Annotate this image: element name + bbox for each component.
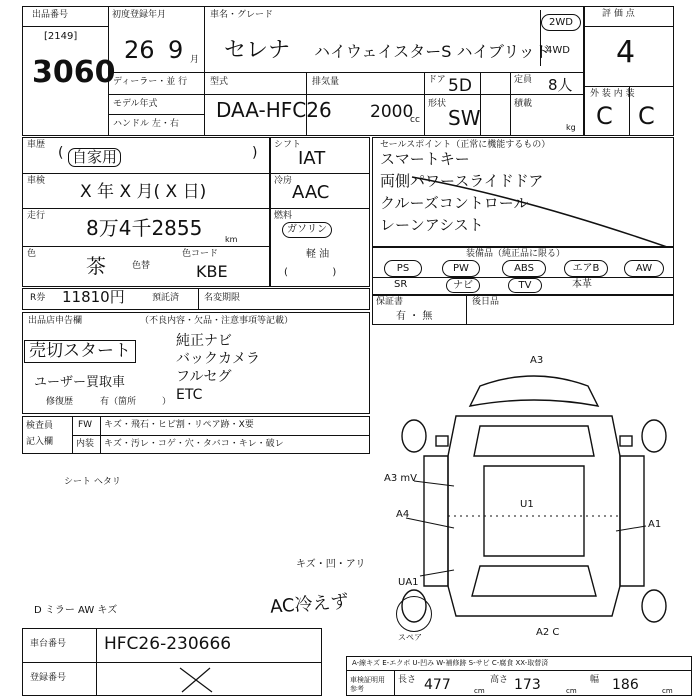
length-label: 長さ (398, 675, 417, 685)
option-item: フルセグ (176, 369, 232, 385)
repair-label: 修復歴 (46, 397, 74, 407)
mileage-value: 8万4千2855 (86, 216, 203, 240)
ext-int-label: 外 装 内 装 (590, 89, 635, 99)
mark-a3-top: A3 (530, 355, 544, 366)
history-value: 自家用 (68, 148, 121, 167)
height-label: 高さ (490, 675, 509, 685)
load-label: 積載 (514, 99, 533, 109)
inspector-note-3: D ミラー AW キズ (34, 605, 118, 616)
color-change-label: 色替 (132, 261, 151, 271)
drive-4wd: 4WD (546, 45, 570, 56)
equip-navi: ナビ (446, 278, 480, 293)
color-value: 茶 (86, 254, 106, 278)
length-value: 477 (424, 677, 451, 693)
shift-label: シフト (274, 140, 302, 150)
inspection-value: X 年 X 月( X 日) (80, 182, 207, 202)
repair-close: ） (162, 397, 172, 407)
mark-ua1: UA1 (398, 577, 419, 588)
inspector-note-4: AC冷えず (269, 591, 350, 618)
capacity-value: 8人 (548, 76, 573, 94)
inspector-label-1: 検査員 (26, 421, 54, 431)
door-label: ドア (428, 75, 446, 85)
reg-cross-stroke (176, 664, 216, 696)
width-value: 186 (612, 677, 639, 693)
aircon-value: AAC (292, 182, 330, 203)
recycle-value: 11810円 (62, 288, 125, 306)
type-value: DAA-HFC26 (216, 98, 332, 122)
equip-abs: ABS (502, 260, 546, 277)
ext-score: C (596, 102, 613, 130)
spare-label: スペア (398, 633, 422, 642)
color-label: 色 (27, 249, 37, 259)
mark-a1: A1 (648, 519, 662, 530)
door-value: 5D (448, 76, 472, 96)
equip-tv: TV (508, 278, 542, 293)
equip-sr: SR (394, 279, 408, 290)
reg-label: 登録番号 (30, 673, 67, 683)
width-label: 幅 (590, 675, 600, 685)
aircon-label: 冷房 (274, 176, 293, 186)
equip-aw: AW (624, 260, 664, 277)
fw-text: キズ・飛石・ヒビ割・リペア跡・X要 (104, 420, 254, 430)
mark-a4: A4 (396, 509, 410, 520)
legend-text: A-線キズ E-エクボ U-凹み W-補修跡 S-サビ C-腐食 XX-取替済 (352, 659, 549, 667)
chassis-label: 車台番号 (30, 639, 67, 649)
inspector-note-1: シート ヘタリ (64, 477, 121, 487)
fuel-gasoline: ガソリン (282, 222, 332, 238)
equip-airbag: エアB (564, 260, 608, 277)
option-item: 純正ナビ (176, 333, 232, 349)
capacity-label: 定員 (514, 75, 533, 85)
inspector-label-2: 記入欄 (26, 437, 54, 447)
car-name-label: 車名・グレード (210, 10, 274, 20)
car-diagram (384, 356, 690, 646)
fuel-diesel: 軽 油 (306, 249, 330, 260)
type-label: 型式 (210, 77, 229, 87)
remarks-option-list (176, 334, 260, 406)
equip-pw: PW (442, 260, 480, 277)
kg-unit: kg (566, 123, 576, 132)
history-paren-r: ) (252, 145, 258, 161)
option-item: ETC (176, 387, 203, 403)
shape-value: SW (448, 106, 481, 130)
handle-label: ハンドル 左・右 (113, 119, 179, 129)
sales-label: セールスポイント（正常に機能するもの） (380, 140, 551, 150)
car-name: セレナ (224, 38, 291, 63)
history-paren-l: ( (58, 145, 64, 161)
deposit-label: 預託済 (152, 293, 180, 303)
fw-label: FW (78, 420, 93, 430)
shape-label: 形状 (428, 99, 447, 109)
equipment-label: 装備品（純正品に限る） (466, 249, 566, 259)
km-unit: km (225, 235, 238, 244)
int-label: 内装 (76, 439, 95, 449)
displacement-label: 排気量 (312, 77, 340, 87)
displacement-value: 2000 (370, 102, 414, 122)
grade: ハイウェイスターS ハイブリッド (314, 42, 551, 61)
mark-a3mv: A3 mV (384, 473, 417, 484)
shift-value: IAT (298, 148, 326, 169)
first-reg-year: 26 (124, 36, 155, 64)
lot-number: 3060 (32, 55, 116, 90)
width-unit: cm (662, 687, 673, 695)
mark-a2c: A2 C (536, 627, 560, 638)
height-unit: cm (566, 687, 577, 695)
equip-ps: PS (384, 260, 422, 277)
sales-strike-stroke (372, 137, 674, 247)
model-year-label: モデル年式 (113, 99, 158, 109)
equip-leather: 本革 (572, 279, 592, 290)
height-value: 173 (514, 677, 541, 693)
warranty-value: 有 ・ 無 (396, 311, 433, 322)
inspection-label: 車検 (27, 176, 46, 186)
month-unit: 月 (190, 55, 200, 65)
chassis-value: HFC26-230666 (104, 634, 232, 654)
history-label: 車歴 (27, 140, 46, 150)
first-reg-month: 9 (168, 36, 184, 64)
dealer-label: ディーラー・並 行 (113, 77, 188, 87)
sales-item: レーンアシスト (380, 216, 484, 234)
sales-item: 両側パワースライドドア (380, 172, 544, 190)
int-score: C (638, 102, 655, 130)
length-unit: cm (474, 687, 485, 695)
color-code-label: 色コード (182, 249, 219, 259)
fuel-label: 燃料 (274, 211, 293, 221)
mark-u1: U1 (520, 499, 534, 510)
cert-label: 車検証明用参考 (350, 676, 385, 693)
int-text: キズ・汚レ・コゲ・穴・タバコ・キレ・破レ (104, 439, 284, 449)
remarks-line1: ユーザー買取車 (34, 375, 126, 390)
lot-label: 出品番号 (32, 10, 69, 20)
name-change-label: 名変期限 (204, 293, 241, 303)
later-label: 後日品 (472, 297, 500, 307)
color-code-value: KBE (196, 262, 228, 281)
cc-unit: cc (410, 115, 420, 125)
option-item: バックカメラ (176, 351, 260, 367)
drive-2wd: 2WD (541, 14, 581, 31)
spare-tyre-icon (396, 596, 432, 632)
first-reg-label: 初度登録年月 (112, 10, 167, 20)
sales-item: スマートキー (380, 150, 470, 168)
mileage-label: 走行 (27, 211, 46, 221)
remarks-boxed: 売切スタート (24, 340, 136, 363)
warranty-label: 保証書 (376, 297, 404, 307)
score-value: 4 (616, 35, 636, 70)
repair-value: 有（箇所 (100, 397, 137, 407)
score-label: 評 価 点 (602, 9, 635, 19)
inspector-note-2: キズ・凹・アリ (296, 559, 366, 570)
remarks-note: （不良内容・欠品・注意事項等記載） (140, 316, 294, 326)
fuel-paren: ( ) (284, 267, 337, 278)
recycle-label: R券 (30, 293, 46, 303)
remarks-label: 出品店申告欄 (28, 316, 83, 326)
sales-item: クルーズコントロール (380, 194, 529, 212)
lot-code: [2149] (44, 31, 78, 42)
